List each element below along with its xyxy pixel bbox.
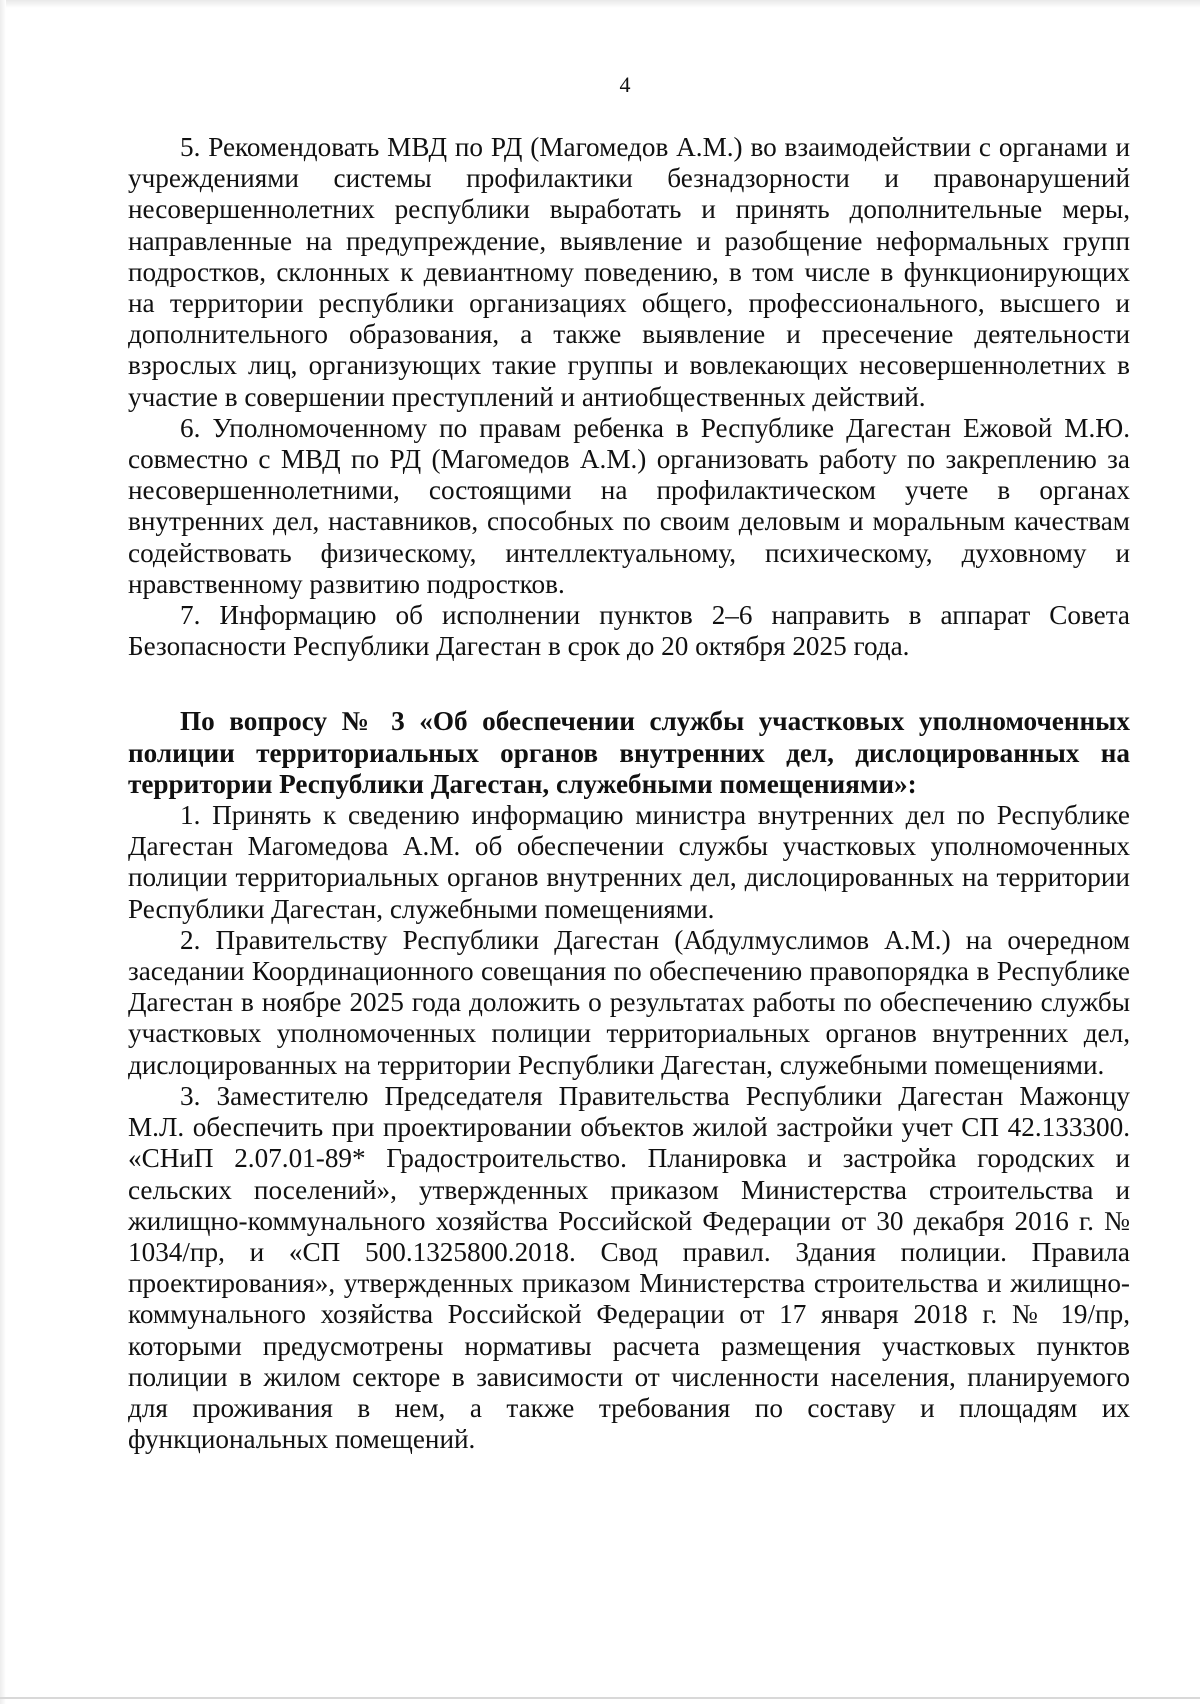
document-body [128, 132, 1130, 1455]
paragraph-item-6: 6. Уполномоченному по правам ребенка в Республике Дагестан Ежовой М.Ю. совместно с МВД по РД (Магомедов А.М.) организовать работу по закреплению за несовершеннолетними, состоящими на профилактическом учете в органах внутренних дел, наставников, способных по своим деловым и моральным качествам содействовать физическому, интеллектуальному, психическому, духовному и нравственному развитию подростков. [128, 412, 1130, 599]
scan-edge-bottom [0, 1697, 1200, 1699]
scan-edge-top [0, 0, 1200, 8]
paragraph-item-1: 1. Принять к сведению информацию министра внутренних дел по Республике Дагестан Магомедова А.М. об обеспечении службы участковых уполномоченных полиции территориальных органов внутренних дел, дислоцированных на территории Республики Дагестан, служебными помещениями. [128, 800, 1130, 924]
paragraph-item-7: 7. Информацию об исполнении пунктов 2–6 направить в аппарат Совета Безопасности Республики Дагестан в срок до 20 октября 2025 года. [128, 600, 1130, 662]
paragraph-item-5: 5. Рекомендовать МВД по РД (Магомедов А.М.) во взаимодействии с органами и учреждениями системы профилактики безнадзорности и правонарушений несовершеннолетних республики выработать и принять дополнительные меры, направленные на предупреждение, выявление и разобщение неформальных групп подростков, склонных к девиантному поведению, в том числе в функционирующих на территории республики организациях общего, профессионального, высшего и дополнительного образования, а также выявление и пресечение деятельности взрослых лиц, организующих такие группы и вовлекающих несовершеннолетних в участие в совершении преступлений и антиобщественных действий. [128, 132, 1130, 412]
section-heading: По вопросу № 3 «Об обеспечении службы участковых уполномоченных полиции территориальных органов внутренних дел, дислоцированных на территории Республики Дагестан, служебными помещениями»: [128, 706, 1130, 799]
page-number: 4 [619, 72, 631, 97]
paragraph-item-3: 3. Заместителю Председателя Правительства Республики Дагестан Мажонцу М.Л. обеспечить при проектировании объектов жилой застройки учет СП 42.133300. «СНиП 2.07.01-89* Градостроительство. Планировка и застройка городских и сельских поселений», утвержденных приказом Министерства строительства и жилищно-коммунального хозяйства Российской Федерации от 30 декабря 2016 г. № 1034/пр, и «СП 500.1325800.2018. Свод правил. Здания полиции. Правила проектирования», утвержденных приказом Министерства строительства и жилищно-коммунального хозяйства Российской Федерации от 17 января 2018 г. № 19/пр, которыми предусмотрены нормативы расчета размещения участковых пунктов полиции в жилом секторе в зависимости от численности населения, планируемого для проживания в нем, а также требования по составу и площадям их функциональных помещений. [128, 1080, 1130, 1455]
scan-edge-left [0, 0, 6, 1704]
section-spacer [128, 662, 1130, 706]
paragraph-item-2: 2. Правительству Республики Дагестан (Абдулмуслимов А.М.) на очередном заседании Координационного совещания по обеспечению правопорядка в Республике Дагестан в ноябре 2025 года доложить о результатах работы по обеспечению службы участковых уполномоченных полиции территориальных органов внутренних дел, дислоцированных на территории Республики Дагестан, служебными помещениями. [128, 924, 1130, 1080]
